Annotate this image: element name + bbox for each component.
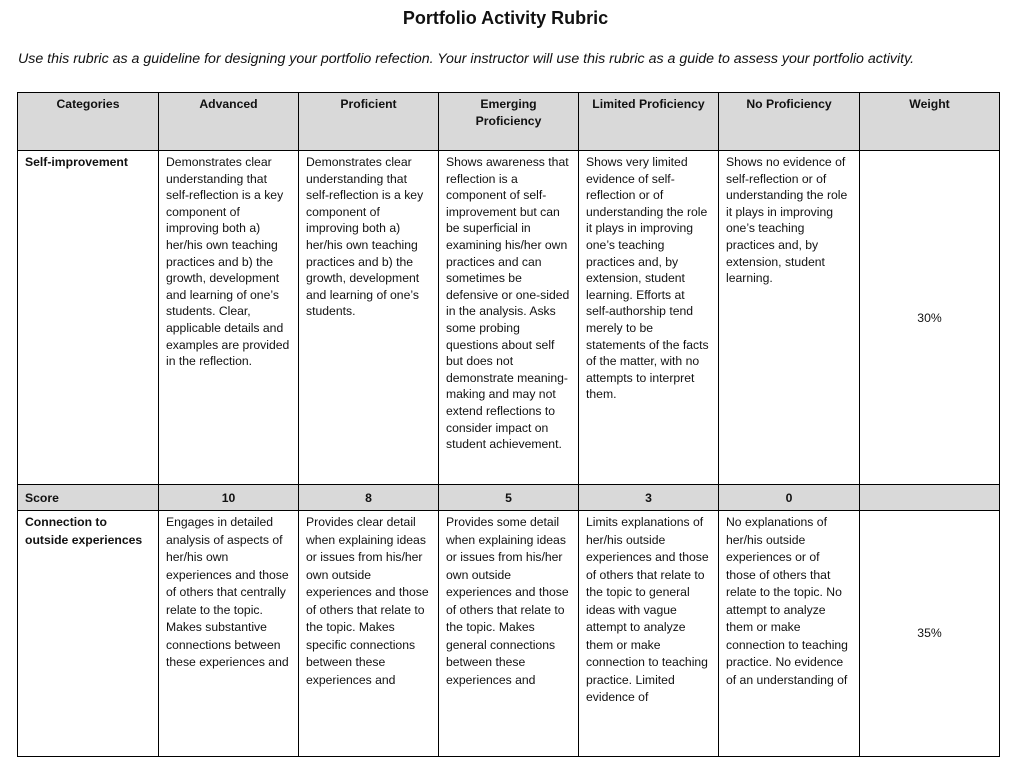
weight-cell: 35% <box>860 511 1000 757</box>
header-weight: Weight <box>860 93 1000 151</box>
score-advanced: 10 <box>159 485 299 511</box>
score-weight <box>860 485 1000 511</box>
emerging-cell: Provides some detail when explaining ideas or issues from his/her own outside experiences and those of others that relate to the topic. Makes general connections between these experiences and <box>439 511 579 757</box>
score-row <box>18 485 1000 511</box>
table-row-connection <box>18 511 1000 757</box>
header-advanced: Advanced <box>159 93 299 151</box>
proficient-cell: Provides clear detail when explaining ideas or issues from his/her own outside experiences and those of others that relate to the topic. Makes specific connections between these experiences and <box>299 511 439 757</box>
rubric-table <box>17 92 1000 757</box>
score-proficient: 8 <box>299 485 439 511</box>
limited-cell: Limits explanations of her/his outside experiences and those of others that relate to the topic to general ideas with vague attempt to analyze them or make connection to teaching practice. Limited evidence of <box>579 511 719 757</box>
proficient-cell: Demonstrates clear understanding that self-reflection is a key component of improving both a) her/his own teaching practices and b) the growth, development and learning of one’s students. <box>299 151 439 485</box>
weight-cell: 30% <box>860 151 1000 485</box>
no-proficiency-cell: No explanations of her/his outside experiences or of those of others that relate to the topic. No attempt to analyze them or make connection to teaching practice. No evidence of an understanding of <box>719 511 860 757</box>
category-cell: Self-improvement <box>18 151 159 485</box>
limited-cell: Shows very limited evidence of self-reflection or of understanding the role it plays in improving one’s teaching practices and, by extension, student learning. Efforts at self-authorship tend merely to be statements of the facts of the matter, with no attempts to interpret them. <box>579 151 719 485</box>
emerging-cell: Shows awareness that reflection is a component of self-improvement but can be superficial in examining his/her own practices and can sometimes be defensive or one-sided in the analysis. Asks some probing questions about self but does not demonstrate meaning-making and may not extend reflections to consider impact on student achievement. <box>439 151 579 485</box>
score-label: Score <box>18 485 159 511</box>
header-limited-proficiency: Limited Proficiency <box>579 93 719 151</box>
category-cell: Connection to outside experiences <box>18 511 159 757</box>
page-title: Portfolio Activity Rubric <box>402 8 609 28</box>
score-emerging: 5 <box>439 485 579 511</box>
header-no-proficiency: No Proficiency <box>719 93 860 151</box>
table-row-self-improvement <box>18 151 1000 485</box>
advanced-cell: Engages in detailed analysis of aspects of her/his own experiences and those of others that centrally relate to the topic. Makes substantive connections between these experiences and <box>159 511 299 757</box>
intro-text: Use this rubric as a guideline for designing your portfolio refection. Your instructor will use this rubric as a guide to assess your portfolio activity. <box>18 51 915 67</box>
header-proficient: Proficient <box>299 93 439 151</box>
header-row <box>18 93 1000 151</box>
score-none: 0 <box>719 485 860 511</box>
no-proficiency-cell: Shows no evidence of self-reflection or of understanding the role it plays in improving one’s teaching practices and, by extension, student learning. <box>719 151 860 485</box>
header-categories: Categories <box>18 93 159 151</box>
score-limited: 3 <box>579 485 719 511</box>
header-emerging-proficiency: Emerging Proficiency <box>439 93 579 151</box>
advanced-cell: Demonstrates clear understanding that self-reflection is a key component of improving both a) her/his own teaching practices and b) the growth, development and learning of one’s students. Clear, applicable details and examples are provided in the reflection. <box>159 151 299 485</box>
